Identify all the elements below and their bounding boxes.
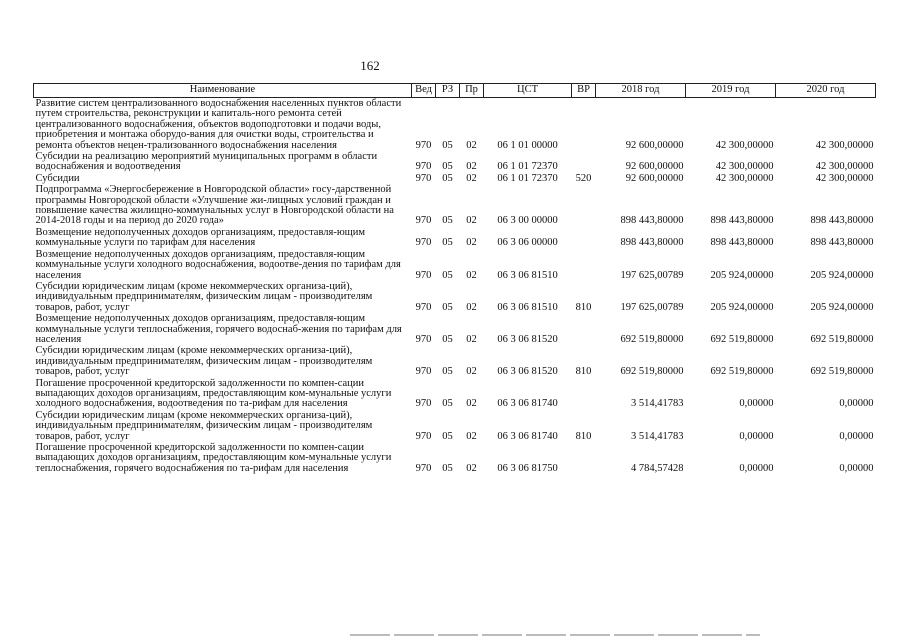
- row-2020: 42 300,00000: [815, 139, 874, 151]
- row-2019: 898 443,80000: [710, 215, 774, 227]
- row-pr: 02: [466, 172, 477, 184]
- row-ved: 970: [415, 333, 432, 345]
- header-2019: 2019 год: [686, 84, 776, 98]
- row-pr: 02: [466, 366, 477, 378]
- row-cst: 06 3 06 81520: [497, 366, 558, 378]
- row-2018: 3 514,41783: [631, 430, 684, 442]
- footer-rule: [350, 634, 760, 636]
- row-ved: 970: [415, 237, 432, 249]
- row-pr: 02: [466, 333, 477, 345]
- row-2020: 0,00000: [839, 462, 874, 474]
- row-2018: 197 625,00789: [620, 301, 684, 313]
- row-vr: [572, 184, 596, 227]
- row-pr: 02: [466, 161, 477, 173]
- row-2020: 898 443,80000: [810, 237, 874, 249]
- row-pr: 02: [466, 237, 477, 249]
- row-vr: [572, 313, 596, 345]
- row-name: Погашение просроченной кредиторской задолженности по компен-сации выпадающих доходов организациям, предоставляющим ком-мунальные услуги холодного водоснабжения, водоотведения по та-рифам для населения: [35, 377, 392, 410]
- row-2020: 692 519,80000: [810, 333, 874, 345]
- row-2018: 898 443,80000: [620, 237, 684, 249]
- row-pr: 02: [466, 269, 477, 281]
- row-vr: [572, 227, 596, 249]
- row-name: Субсидии юридическим лицам (кроме некоммерческих организа-ций), индивидуальным предпринимателям, физическим лицам - производителям товаров, работ, услуг: [35, 409, 373, 442]
- row-2020: 692 519,80000: [810, 366, 874, 378]
- table-row: [34, 98, 876, 152]
- row-2020: 0,00000: [839, 430, 874, 442]
- row-cst: 06 3 06 81520: [497, 333, 558, 345]
- row-ved: 970: [415, 161, 432, 173]
- row-ved: 970: [415, 301, 432, 313]
- row-rz: 05: [442, 139, 453, 151]
- row-2018: 692 519,80000: [620, 333, 684, 345]
- header-2018: 2018 год: [596, 84, 686, 98]
- row-2019: 42 300,00000: [715, 172, 774, 184]
- table-row: [34, 442, 876, 474]
- row-name: Субсидии юридическим лицам (кроме некоммерческих организа-ций), индивидуальным предпринимателям, физическим лицам - производителям товаров, работ, услуг: [35, 345, 373, 378]
- header-2020: 2020 год: [776, 84, 876, 98]
- row-ved: 970: [415, 269, 432, 281]
- row-rz: 05: [442, 366, 453, 378]
- row-2019: 0,00000: [739, 398, 774, 410]
- header-pr: Пр: [460, 84, 484, 98]
- row-2018: 3 514,41783: [631, 398, 684, 410]
- row-rz: 05: [442, 398, 453, 410]
- row-2018: 92 600,00000: [625, 161, 684, 173]
- table-row: [34, 249, 876, 281]
- row-2019: 692 519,80000: [710, 333, 774, 345]
- row-vr: [572, 442, 596, 474]
- row-rz: 05: [442, 172, 453, 184]
- budget-table: [33, 83, 876, 474]
- row-2019: 0,00000: [739, 430, 774, 442]
- row-2018: 4 784,57428: [631, 462, 684, 474]
- table-row: [34, 151, 876, 173]
- row-rz: 05: [442, 301, 453, 313]
- row-name: Возмещение недополученных доходов организациям, предоставля-ющим коммунальные услуги по тарифам для населения: [35, 226, 366, 249]
- table-row: [34, 281, 876, 313]
- header-vr: ВР: [572, 84, 596, 98]
- row-name: Возмещение недополученных доходов организациям, предоставля-ющим коммунальные услуги теплоснабжения, горячего водоснаб-жения по тарифам для населения: [35, 313, 402, 345]
- row-2018: 92 600,00000: [625, 139, 684, 151]
- row-ved: 970: [415, 172, 432, 184]
- row-cst: 06 3 06 81510: [497, 269, 558, 281]
- row-2020: 0,00000: [839, 398, 874, 410]
- table-row: [34, 227, 876, 249]
- row-2020: 205 924,00000: [810, 269, 874, 281]
- row-name: Возмещение недополученных доходов организациям, предоставля-ющим коммунальные услуги холодного водоснабжения, водоотве-дения по тарифам для населения: [35, 248, 401, 281]
- row-2018: 898 443,80000: [620, 215, 684, 227]
- row-name: Развитие систем централизованного водоснабжения населенных пунктов области путем строительства, реконструкции и капиталь-ного ремонта сетей централизованного водоснабжения, объектов водоподготовки и подачи воды, приобретения и монтажа оборудо-вания для очистки воды, строительства и ремонта объектов нецен-трализованного водоснабжения населения: [35, 98, 402, 151]
- row-2020: 42 300,00000: [815, 172, 874, 184]
- row-ved: 970: [415, 398, 432, 410]
- table-row: [34, 378, 876, 410]
- table-row: [34, 184, 876, 227]
- header-rz: РЗ: [436, 84, 460, 98]
- row-2018: 92 600,00000: [625, 172, 684, 184]
- page-number: 162: [360, 58, 380, 73]
- table-row: [34, 410, 876, 442]
- row-name: Субсидии: [35, 172, 80, 184]
- row-pr: 02: [466, 398, 477, 410]
- row-rz: 05: [442, 333, 453, 345]
- row-vr: 810: [575, 301, 592, 313]
- row-2020: 42 300,00000: [815, 161, 874, 173]
- row-2018: 692 519,80000: [620, 366, 684, 378]
- header-cst: ЦСТ: [484, 84, 572, 98]
- row-cst: 06 3 06 00000: [497, 237, 558, 249]
- table-row: [34, 313, 876, 345]
- row-cst: 06 3 06 81740: [497, 398, 558, 410]
- row-name: Субсидии юридическим лицам (кроме некоммерческих организа-ций), индивидуальным предпринимателям, физическим лицам - производителям товаров, работ, услуг: [35, 280, 373, 313]
- row-ved: 970: [415, 366, 432, 378]
- row-name: Субсидии на реализацию мероприятий муниципальных программ в области водоснабжения и водоотведения: [35, 151, 378, 173]
- row-vr: 810: [575, 430, 592, 442]
- row-ved: 970: [415, 462, 432, 474]
- row-ved: 970: [415, 215, 432, 227]
- row-pr: 02: [466, 139, 477, 151]
- row-2019: 205 924,00000: [710, 269, 774, 281]
- table-row: [34, 345, 876, 377]
- row-pr: 02: [466, 215, 477, 227]
- row-pr: 02: [466, 430, 477, 442]
- header-name: Наименование: [34, 84, 412, 98]
- row-rz: 05: [442, 215, 453, 227]
- row-cst: 06 1 01 72370: [497, 161, 558, 173]
- row-rz: 05: [442, 161, 453, 173]
- row-vr: 810: [575, 366, 592, 378]
- row-vr: [572, 151, 596, 173]
- row-pr: 02: [466, 301, 477, 313]
- table-row: [34, 173, 876, 184]
- row-2020: 205 924,00000: [810, 301, 874, 313]
- row-2019: 42 300,00000: [715, 139, 774, 151]
- row-2019: 0,00000: [739, 462, 774, 474]
- row-2020: 898 443,80000: [810, 215, 874, 227]
- row-ved: 970: [415, 139, 432, 151]
- row-vr: [572, 378, 596, 410]
- row-rz: 05: [442, 269, 453, 281]
- table-header-row: [34, 84, 876, 98]
- row-rz: 05: [442, 430, 453, 442]
- row-2019: 692 519,80000: [710, 366, 774, 378]
- row-name: Подпрограмма «Энергосбережение в Новгородской области» госу-дарственной программы Новгородской области «Улучшение жи-лищных условий граждан и повышение качества жилищно-коммунальных услуг в Новгородской области на 2014-2018 годы и на период до 2020 года»: [35, 184, 394, 227]
- row-rz: 05: [442, 462, 453, 474]
- row-cst: 06 3 06 81510: [497, 301, 558, 313]
- row-pr: 02: [466, 462, 477, 474]
- row-2019: 42 300,00000: [715, 161, 774, 173]
- header-ved: Вед: [412, 84, 436, 98]
- row-vr: 520: [575, 172, 592, 184]
- row-rz: 05: [442, 237, 453, 249]
- row-vr: [572, 98, 596, 152]
- row-cst: 06 3 06 81750: [497, 462, 558, 474]
- row-cst: 06 3 00 00000: [497, 215, 558, 227]
- row-cst: 06 1 01 00000: [497, 139, 558, 151]
- row-name: Погашение просроченной кредиторской задолженности по компен-сации выпадающих доходов организациям, предоставляющим ком-мунальные услуги теплоснабжения, горячего водоснабжения по та-рифам для населения: [35, 442, 392, 474]
- row-cst: 06 3 06 81740: [497, 430, 558, 442]
- row-2018: 197 625,00789: [620, 269, 684, 281]
- row-cst: 06 1 01 72370: [497, 172, 558, 184]
- row-2019: 205 924,00000: [710, 301, 774, 313]
- row-vr: [572, 249, 596, 281]
- row-2019: 898 443,80000: [710, 237, 774, 249]
- row-ved: 970: [415, 430, 432, 442]
